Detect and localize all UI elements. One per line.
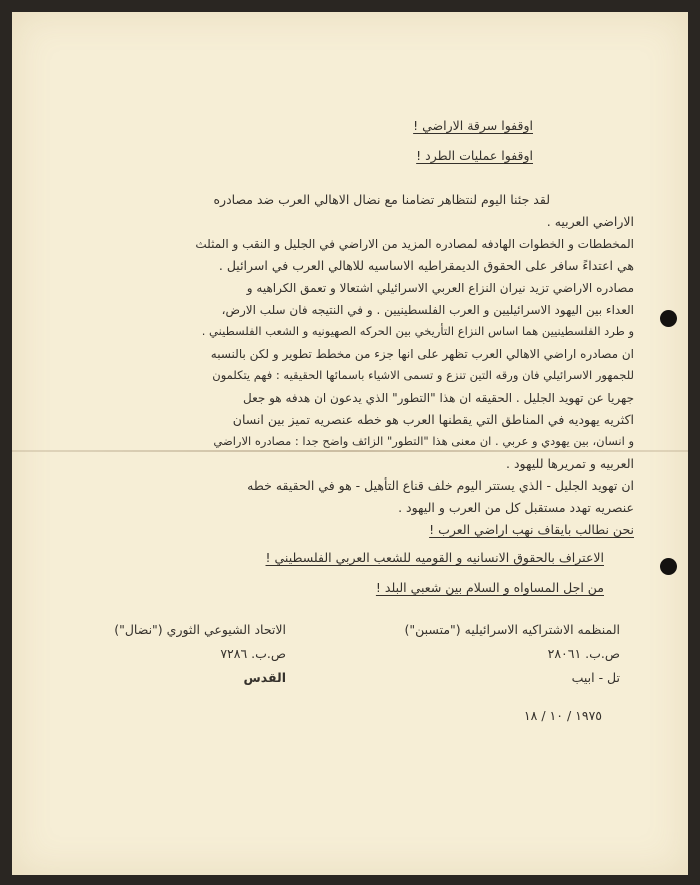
signatory-nidal-pobox: ص.ب. ٧٢٨٦ <box>220 646 286 661</box>
body-line: و انسان، بين يهودي و عربي . ان معنى هذا "التطور" الزائف واضح جدا : مصادره الاراضي <box>213 434 634 448</box>
body-line: اكثريه يهوديه في المناطق التي يقطنها العرب هو خطه عنصريه تميز بين انسان <box>232 412 634 427</box>
body-line: ان مصادره اراضي الاهالي العرب تظهر على انها جزء من مخطط تطوير و لكن بالنسبه <box>210 347 634 361</box>
body-line: ان تهويد الجليل - الذي يستتر اليوم خلف قناع التأهيل - هو في الحقيقه خطه <box>247 478 634 493</box>
paper-fold-line <box>12 450 688 452</box>
demand-equality-peace: من اجل المساواه و السلام بين شعبي البلد ! <box>375 580 604 595</box>
slogan-stop-land-theft: اوقفوا سرقة الاراضي ! <box>413 118 533 133</box>
signatory-nidal-city: القدس <box>243 670 286 685</box>
punch-hole-top <box>660 310 677 327</box>
body-line: الاراضي العربيه . <box>546 214 634 229</box>
signatory-matzpen-city: تل - ابيب <box>571 670 620 685</box>
signatory-nidal-name: الاتحاد الشيوعي الثوري ("نضال") <box>114 622 286 637</box>
body-line: للجمهور الاسرائيلي فان ورقه التين تنزع و تسمى الاشياء باسمائها الحقيقيه : فهم يتكلمون <box>212 368 634 382</box>
body-line: لقد جئنا اليوم لنتظاهر تضامنا مع نضال الاهالي العرب ضد مصادره <box>213 192 550 207</box>
body-line: و طرد الفلسطينيين هما اساس النزاع التأريخي بين الحركه الصهيونيه و الشعب الفلسطيني . <box>201 324 634 338</box>
punch-hole-bottom <box>660 558 677 575</box>
signatory-matzpen-name: المنظمه الاشتراكيه الاسرائيليه ("متسبن") <box>404 622 620 637</box>
document-page <box>12 12 688 875</box>
signatory-matzpen-pobox: ص.ب. ٢٨٠٦١ <box>547 646 620 661</box>
slogan-stop-expulsions: اوقفوا عمليات الطرد ! <box>416 148 533 163</box>
body-line: مصادره الاراضي تزيد نيران النزاع العربي الاسرائيلي اشتعالا و تعمق الكراهيه و <box>246 281 634 295</box>
body-line: العداء بين اليهود الاسرائيليين و العرب الفلسطينيين . و في النتيجه فان سلب الارض، <box>221 303 634 317</box>
body-line: هي اعتداءً سافر على الحقوق الديمقراطيه الاساسيه للاهالي العرب في اسرائيل . <box>218 258 634 273</box>
body-line: المخططات و الخطوات الهادفه لمصادره المزيد من الاراضي في الجليل و النقب و المثلث <box>195 237 634 251</box>
demand-stop-land-plunder: نحن نطالب بايقاف نهب اراضي العرب ! <box>429 522 634 537</box>
document-date: ١٩٧٥ / ١٠ / ١٨ <box>523 708 602 723</box>
demand-recognition-rights: الاعتراف بالحقوق الانسانيه و القوميه للشعب العربي الفلسطيني ! <box>265 550 604 565</box>
body-line: العربيه و تمريرها لليهود . <box>506 456 634 471</box>
body-line: جهريا عن تهويد الجليل . الحقيقه ان هذا "التطور" الذي يدعون ان هدفه هو جعل <box>243 391 634 405</box>
body-line: عنصريه تهدد مستقبل كل من العرب و اليهود . <box>398 500 634 515</box>
